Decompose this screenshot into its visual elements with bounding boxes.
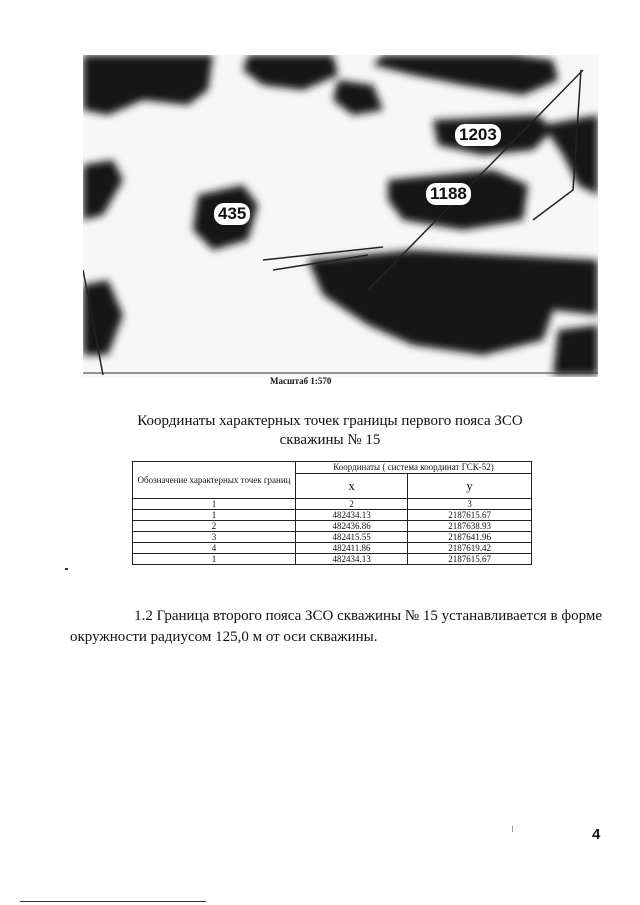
column-number: 1 [133,499,296,510]
map-imagery [83,55,598,377]
map-scale-caption: Масштаб 1:570 [270,376,332,386]
coord-x: 482436.86 [296,521,408,532]
point-id: 4 [133,543,296,554]
coord-x: 482415.55 [296,532,408,543]
header-axis-x: х [296,474,408,499]
coord-y: 2187615.67 [408,510,532,521]
paragraph-line1: 1.2 Граница второго пояса ЗСО скважины № 15 устанавливается в форме [134,608,602,624]
header-axis-y: у [408,474,532,499]
point-id: 3 [133,532,296,543]
table-column-numbers-row [133,499,532,510]
page-number: 4 [592,826,601,843]
coord-y: 2187638.93 [408,521,532,532]
table-row [133,554,532,565]
point-id: 1 [133,510,296,521]
map-label-435: 435 [214,203,250,225]
footnote-separator [20,901,206,902]
table-header-row [133,462,532,474]
coord-y: 2187615.67 [408,554,532,565]
header-coordinates: Координаты ( система координат ГСК-52) [296,462,532,474]
point-id: 2 [133,521,296,532]
aerial-map [83,55,598,377]
column-number: 2 [296,499,408,510]
column-number: 3 [408,499,532,510]
map-label-1188: 1188 [426,183,471,205]
coord-x: 482411.86 [296,543,408,554]
stray-mark [65,568,68,570]
table-title-line1: Координаты характерных точек границы первого пояса ЗСО [137,413,523,429]
coord-x: 482434.13 [296,510,408,521]
coord-y: 2187619.42 [408,543,532,554]
table-row [133,543,532,554]
point-id: 1 [133,554,296,565]
table-title-line2: скважины № 15 [279,432,381,448]
table-row [133,521,532,532]
coord-x: 482434.13 [296,554,408,565]
header-point-designation: Обозначение характерных точек границ [133,462,296,499]
table-row [133,510,532,521]
stray-tick [512,826,513,832]
coordinates-table [132,461,532,565]
coord-y: 2187641.96 [408,532,532,543]
table-row [133,532,532,543]
paragraph-line2: окружности радиусом 125,0 м от оси скважины. [70,629,378,645]
map-label-1203: 1203 [455,124,501,146]
